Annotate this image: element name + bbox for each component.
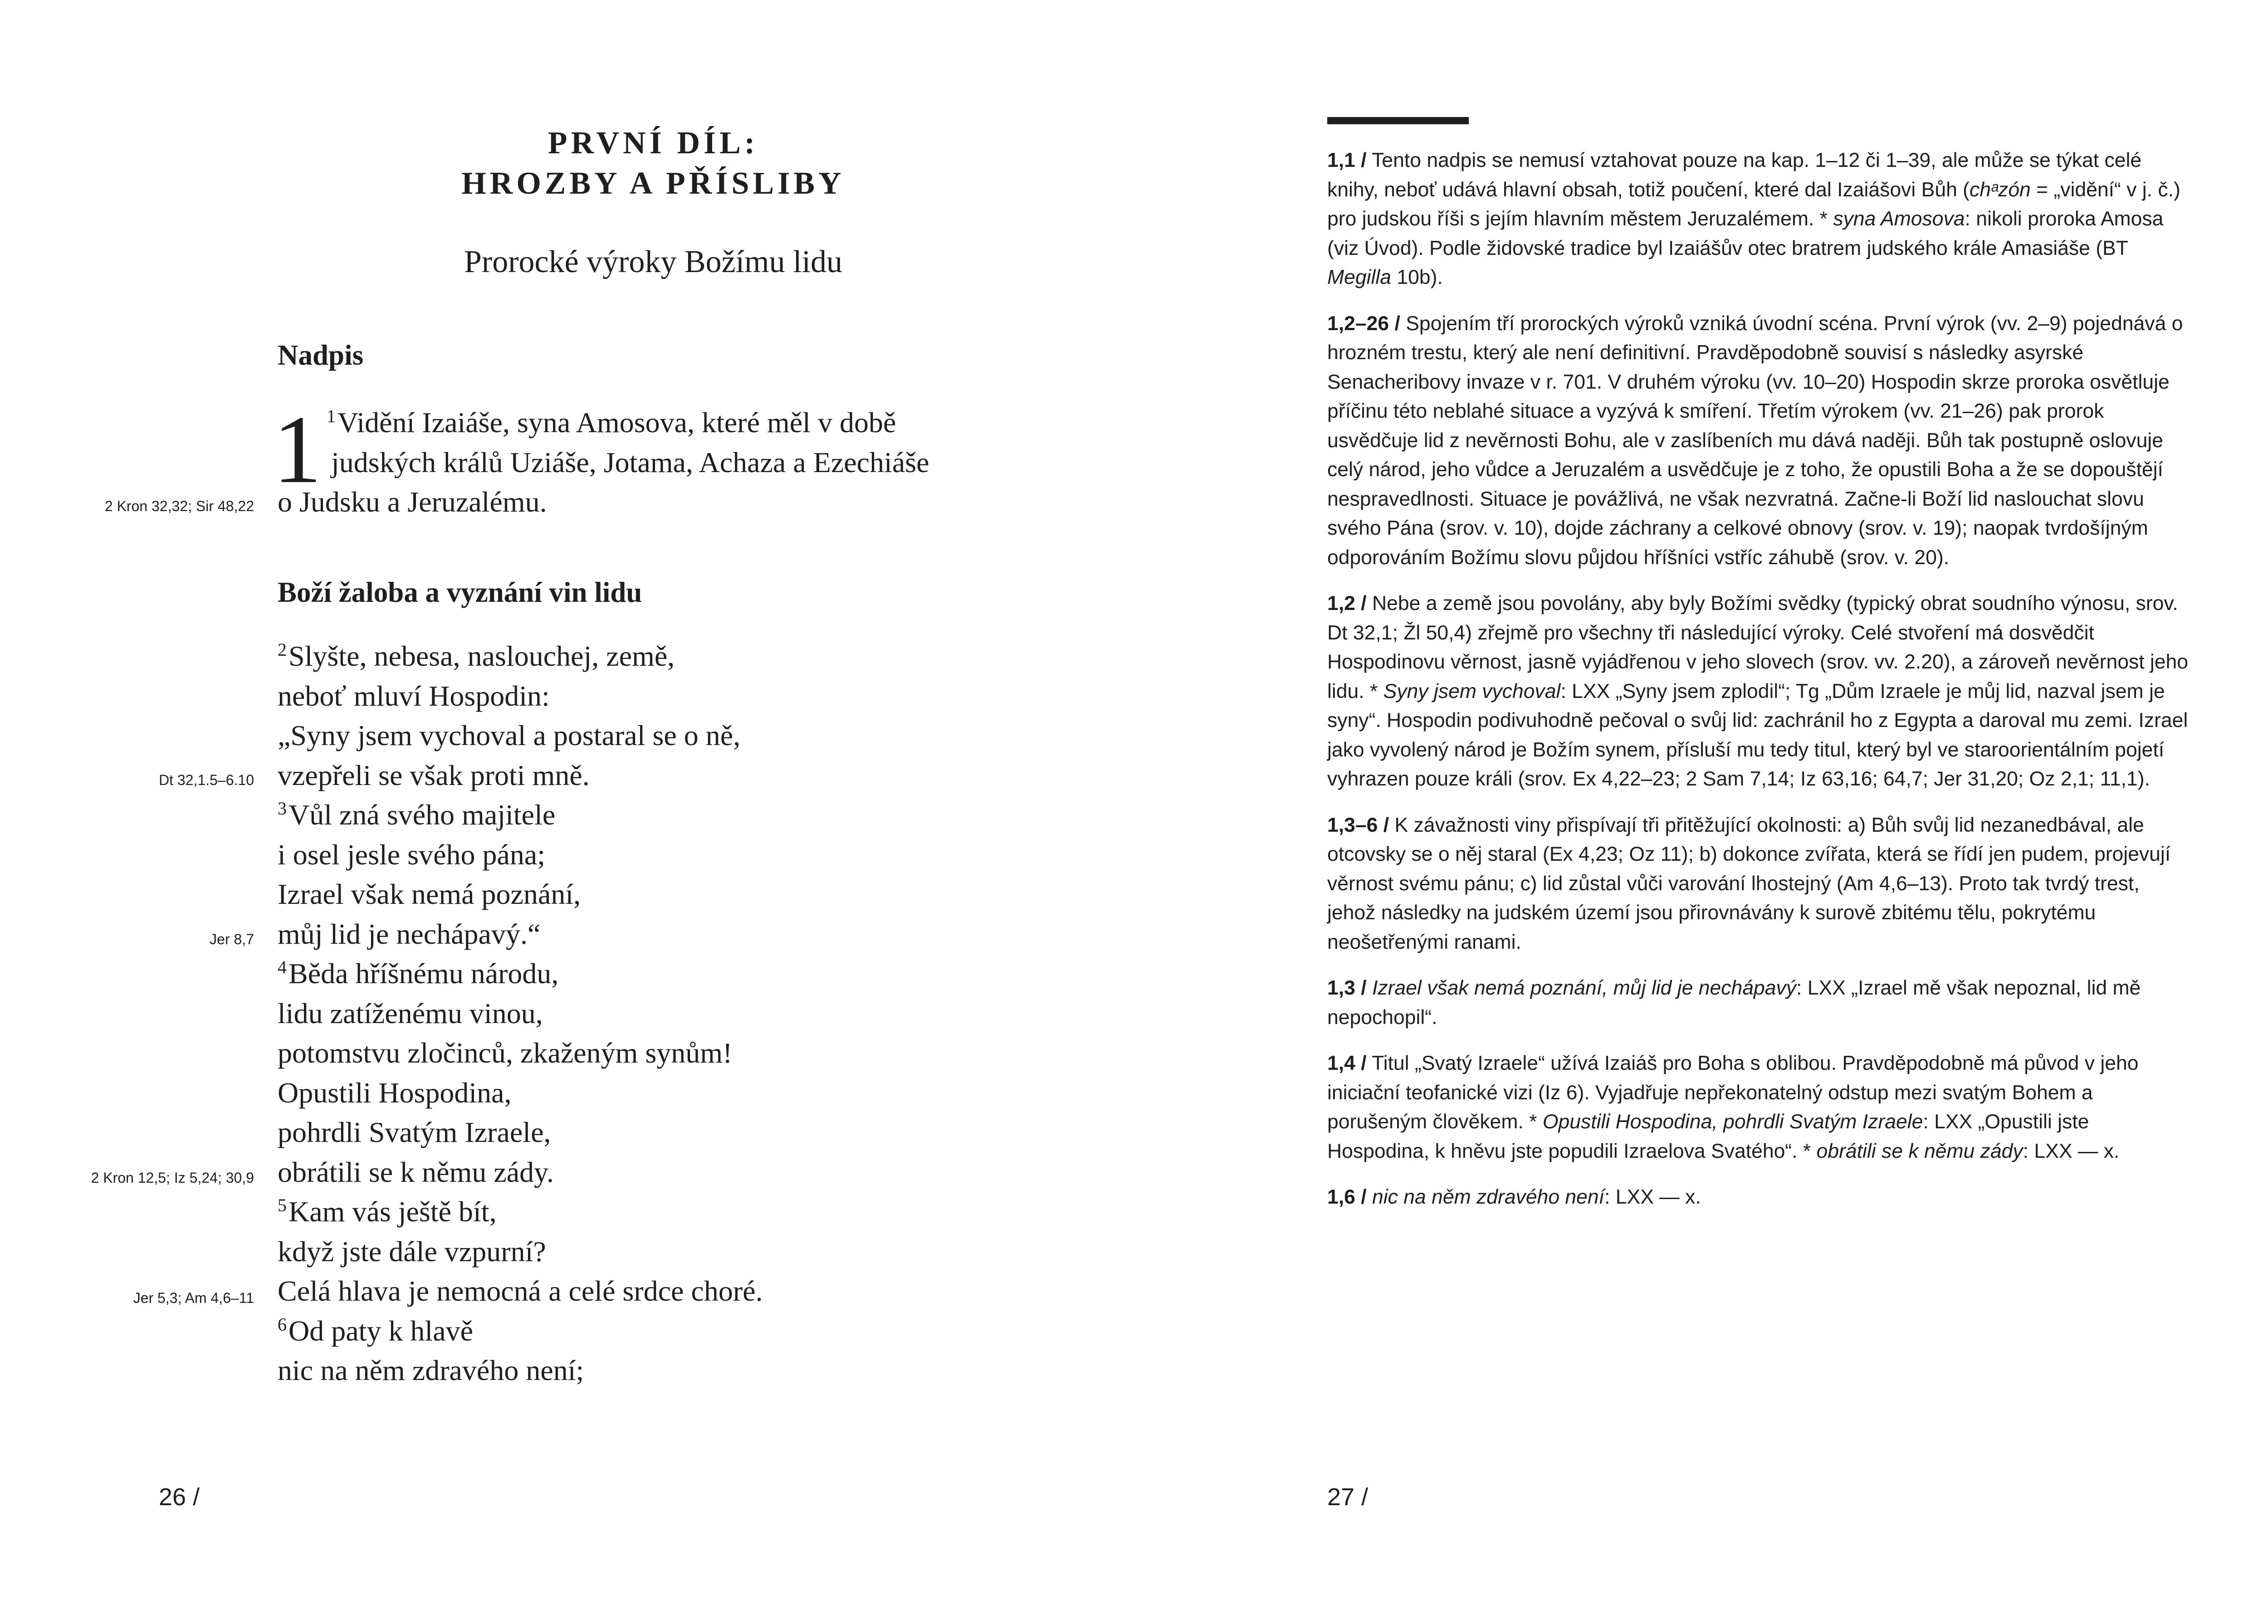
note-italic-text: obrátili se k němu zády — [1816, 1140, 2023, 1162]
cross-ref-v1: 2 Kron 32,32; Sir 48,22 — [104, 498, 254, 514]
note-text: : nikoli proroka Amosa (viz Úvod). Podle židovské tradice byl Izaiášův otec bratrem judského krále Amasiáše (BT — [1327, 208, 2164, 259]
note-text: K závažnosti viny přispívají tři přitěžující okolnosti: a) Bůh svůj lid nezanedbával, ale otcovsky se o něj staral (Ex 4,23; Oz 11); b) dokonce zvířata, která se řídí jen pudem, projevují věrnost svému pánu; c) lid zůstal vůči varování lhostejný (Am 4,6–13). Proto tak tvrdý trest, jehož následky na judském území jsou přirovnávány k surově zbitému tělu, pokrytému neošetřenými ranami. — [1327, 814, 2171, 953]
note-text: 10b). — [1391, 266, 1443, 288]
commentary-note — [1327, 146, 2189, 293]
poem-line — [278, 1158, 554, 1187]
note-italic-text: nic na něm zdravého není — [1372, 1186, 1605, 1208]
verse-number: 1 — [327, 406, 336, 426]
poem-line-text: Opustili Hospodina, — [278, 1077, 512, 1109]
commentary-note — [1327, 974, 2189, 1032]
note-reference: 1,2 / — [1327, 592, 1367, 614]
poem-line-text: neboť mluví Hospodin: — [278, 680, 550, 712]
note-reference: 1,1 / — [1327, 149, 1367, 171]
poem-line-text: Vůl zná svého majitele — [288, 799, 556, 831]
verse-number: 5 — [278, 1195, 287, 1215]
cross-ref-v5: Jer 5,3; Am 4,6–11 — [133, 1290, 254, 1306]
note-text — [1367, 977, 1372, 999]
poem-line — [278, 959, 558, 988]
poem-line-text: Kam vás ještě bít, — [288, 1195, 497, 1228]
commentary-note — [1327, 1049, 2189, 1166]
note-text: : LXX „Izrael mě však nepoznal, lid mě nepochopil“. — [1327, 977, 2141, 1029]
note-italic-text: Izrael však nemá poznání, můj lid je nechápavý — [1372, 977, 1796, 999]
cross-ref-v2: Dt 32,1.5–6.10 — [159, 772, 254, 788]
note-text: : LXX „Syny jsem zplodil“; Tg „Dům Izraele je můj lid, nazval jsem je syny“. Hospodin podivuhodně pečoval o svůj lid: zachránil ho z Egypta a daroval mu zemi. Izrael jako vyvolený národ je Božím synem, přísluší mu tedy titul, který byl ve staroorientálním pojetí vyhrazen pouze králi (srov. Ex 4,22–23; 2 Sam 7,14; Iz 63,16; 64,7; Jer 31,20; Oz 2,1; 11,1). — [1327, 680, 2188, 790]
note-reference: 1,4 / — [1327, 1052, 1367, 1074]
part-title-line1: PRVNÍ DÍL: — [547, 126, 759, 161]
note-text: : LXX — x. — [2023, 1140, 2120, 1162]
note-reference: 1,2–26 / — [1327, 312, 1400, 335]
page-number-left: 26 / — [159, 1483, 200, 1511]
note-text: : LXX „Opustili jste Hospodina, k hněvu jste popudili Izraelova Svatého“. * — [1327, 1111, 2089, 1162]
verse-number: 2 — [278, 639, 287, 660]
cross-ref-v3: Jer 8,7 — [210, 931, 254, 947]
note-reference: 1,3 / — [1327, 977, 1367, 999]
note-italic-text: syna Amosova — [1833, 208, 1965, 230]
poem-line-text: „Syny jsem vychoval a postaral se o ně, — [278, 719, 741, 751]
poem-line — [278, 1237, 546, 1266]
poem-line — [278, 1197, 497, 1226]
poem-line-text: Izrael však nemá poznání, — [278, 878, 581, 910]
poem-line-text: lidu zatíženému vinou, — [278, 997, 543, 1029]
poem-line — [278, 1078, 512, 1107]
poem-line-text: nic na něm zdravého není; — [278, 1354, 584, 1386]
note-text: Titul „Svatý Izraele“ užívá Izaiáš pro Boha s oblibou. Pravděpodobně má původ v jeho iniciační teofanické vizi (Iz 6). Vyjadřuje nepřekonatelný odstup mezi svatým Bohem a porušeným člověkem. * — [1327, 1052, 2139, 1133]
part-title-line2: HROZBY A PŘÍSLIBY — [461, 166, 845, 201]
poem-line — [278, 1039, 732, 1068]
poem-line — [278, 880, 581, 909]
poem-line — [278, 682, 550, 711]
poem-line — [278, 1356, 584, 1385]
poem-line — [278, 920, 540, 949]
commentary-notes — [1327, 146, 2189, 1229]
poem-line — [278, 1118, 551, 1147]
top-rule — [1327, 117, 1469, 124]
note-italic-text: chᵃzón — [1970, 178, 2031, 201]
note-reference: 1,3–6 / — [1327, 814, 1389, 836]
poem-line — [278, 721, 740, 750]
verse-number: 6 — [278, 1314, 287, 1335]
note-italic-text: Syny jsem vychoval — [1383, 680, 1561, 702]
commentary-note — [1327, 309, 2189, 573]
poem-line-text: můj lid je nechápavý.“ — [278, 918, 541, 950]
poem-line-text: i osel jesle svého pána; — [278, 839, 546, 871]
poem-line-text: Od paty k hlavě — [288, 1315, 473, 1347]
note-text: = „vidění“ v j. č.) pro judskou říši s jejím hlavním městem Jeruzalémem. * — [1327, 178, 2180, 230]
poem-line-text: Slyšte, nebesa, naslouchej, země, — [288, 640, 675, 672]
note-text: Tento nadpis se nemusí vztahovat pouze na kap. 1–12 či 1–39, ale může se týkat celé knihy, neboť udává hlavní obsah, totiž poučení, které dal Izaiášovi Bůh ( — [1327, 149, 2142, 201]
poem-line-text: obrátili se k němu zády. — [278, 1156, 554, 1188]
poem-line — [278, 761, 590, 790]
poem-line-text: Běda hříšnému národu, — [288, 957, 559, 990]
poem-line — [278, 840, 545, 869]
poem-line-text: když jste dále vzpurní? — [278, 1235, 546, 1268]
section-heading-zaloba: Boží žaloba a vyznání vin lidu — [278, 576, 642, 608]
poem-line-text: pohrdli Svatým Izraele, — [278, 1116, 551, 1148]
note-reference: 1,6 / — [1327, 1186, 1367, 1208]
verse-1-line-1 — [327, 408, 1003, 437]
verse-1-text-1: Vidění Izaiáše, syna Amosova, které měl v době — [337, 406, 896, 439]
poem-line — [278, 999, 543, 1028]
commentary-note — [1327, 811, 2189, 957]
poem-line-text: Celá hlava je nemocná a celé srdce choré. — [278, 1275, 763, 1307]
note-text: Spojením tří prorockých výroků vzniká úvodní scéna. První výrok (vv. 2–9) pojednává o hrozném trestu, který ale není definitivní. Pravděpodobně souvisí s následky asyrské Senacheribovy invaze v r. 701. V druhém výroku (vv. 10–20) Hospodin skrze proroka osvětluje příčinu této neblahé situace a vyzývá k smíření. Třetím výrokem (vv. 21–26) pak prorok usvědčuje lid z nevěrnosti Bohu, ale v zaslíbeních mu dává naději. Bůh tak postupně oslovuje celý národ, jeho vůdce a Jeruzalém a usvědčuje je z toho, že opustili Boha a že se dopouštějí nespravedlnosti. Situace je povážlivá, ne však nezvratná. Začne-li Boží lid naslouchat slovu svého Pána (srov. v. 10), dojde záchrany a celkové obnovy (srov. v. 19); naopak tvrdošíjným odporováním Božímu slovu půjdou hříšníci vstříc záhubě (srov. v. 20). — [1327, 312, 2183, 569]
note-text: : LXX — x. — [1604, 1186, 1701, 1208]
cross-ref-v4: 2 Kron 12,5; Iz 5,24; 30,9 — [91, 1170, 254, 1186]
verse-number: 4 — [278, 957, 287, 977]
part-subtitle: Prorocké výroky Božímu lidu — [464, 244, 843, 279]
commentary-note — [1327, 1183, 2189, 1212]
poem-line — [278, 800, 555, 829]
note-italic-text: Opustili Hospodina, pohrdli Svatým Izraele — [1542, 1111, 1923, 1133]
page-number-right: 27 / — [1327, 1483, 1369, 1511]
poem-line-text: vzepřeli se však proti mně. — [278, 759, 590, 791]
verse-1-line-3: o Judsku a Jeruzalému. — [278, 486, 547, 518]
chapter-number: 1 — [273, 396, 322, 503]
poem-line — [278, 1277, 763, 1306]
poem-line — [278, 1314, 473, 1347]
verse-1-line-2: judských králů Uziáše, Jotama, Achaza a Ezechiáše — [331, 446, 929, 478]
note-italic-text: Megilla — [1327, 266, 1391, 288]
poem-line — [278, 639, 675, 672]
note-text: Nebe a země jsou povolány, aby byly Božími svědky (typický obrat soudního výnosu, srov. Dt 32,1; Žl 50,4) zřejmě pro všechny tři následující výroky. Celé stvoření má dosvědčit Hospodinovu věrnost, jasně vyjádřenou v jeho slovech (srov. vv. 2.20), a zároveň nevěrnost jeho lidu. * — [1327, 592, 2189, 702]
verse-number: 3 — [278, 798, 287, 819]
note-text — [1367, 1186, 1372, 1208]
commentary-note — [1327, 589, 2189, 794]
section-heading-nadpis: Nadpis — [278, 339, 364, 371]
poem-line-text: potomstvu zločinců, zkaženým synům! — [278, 1037, 733, 1069]
